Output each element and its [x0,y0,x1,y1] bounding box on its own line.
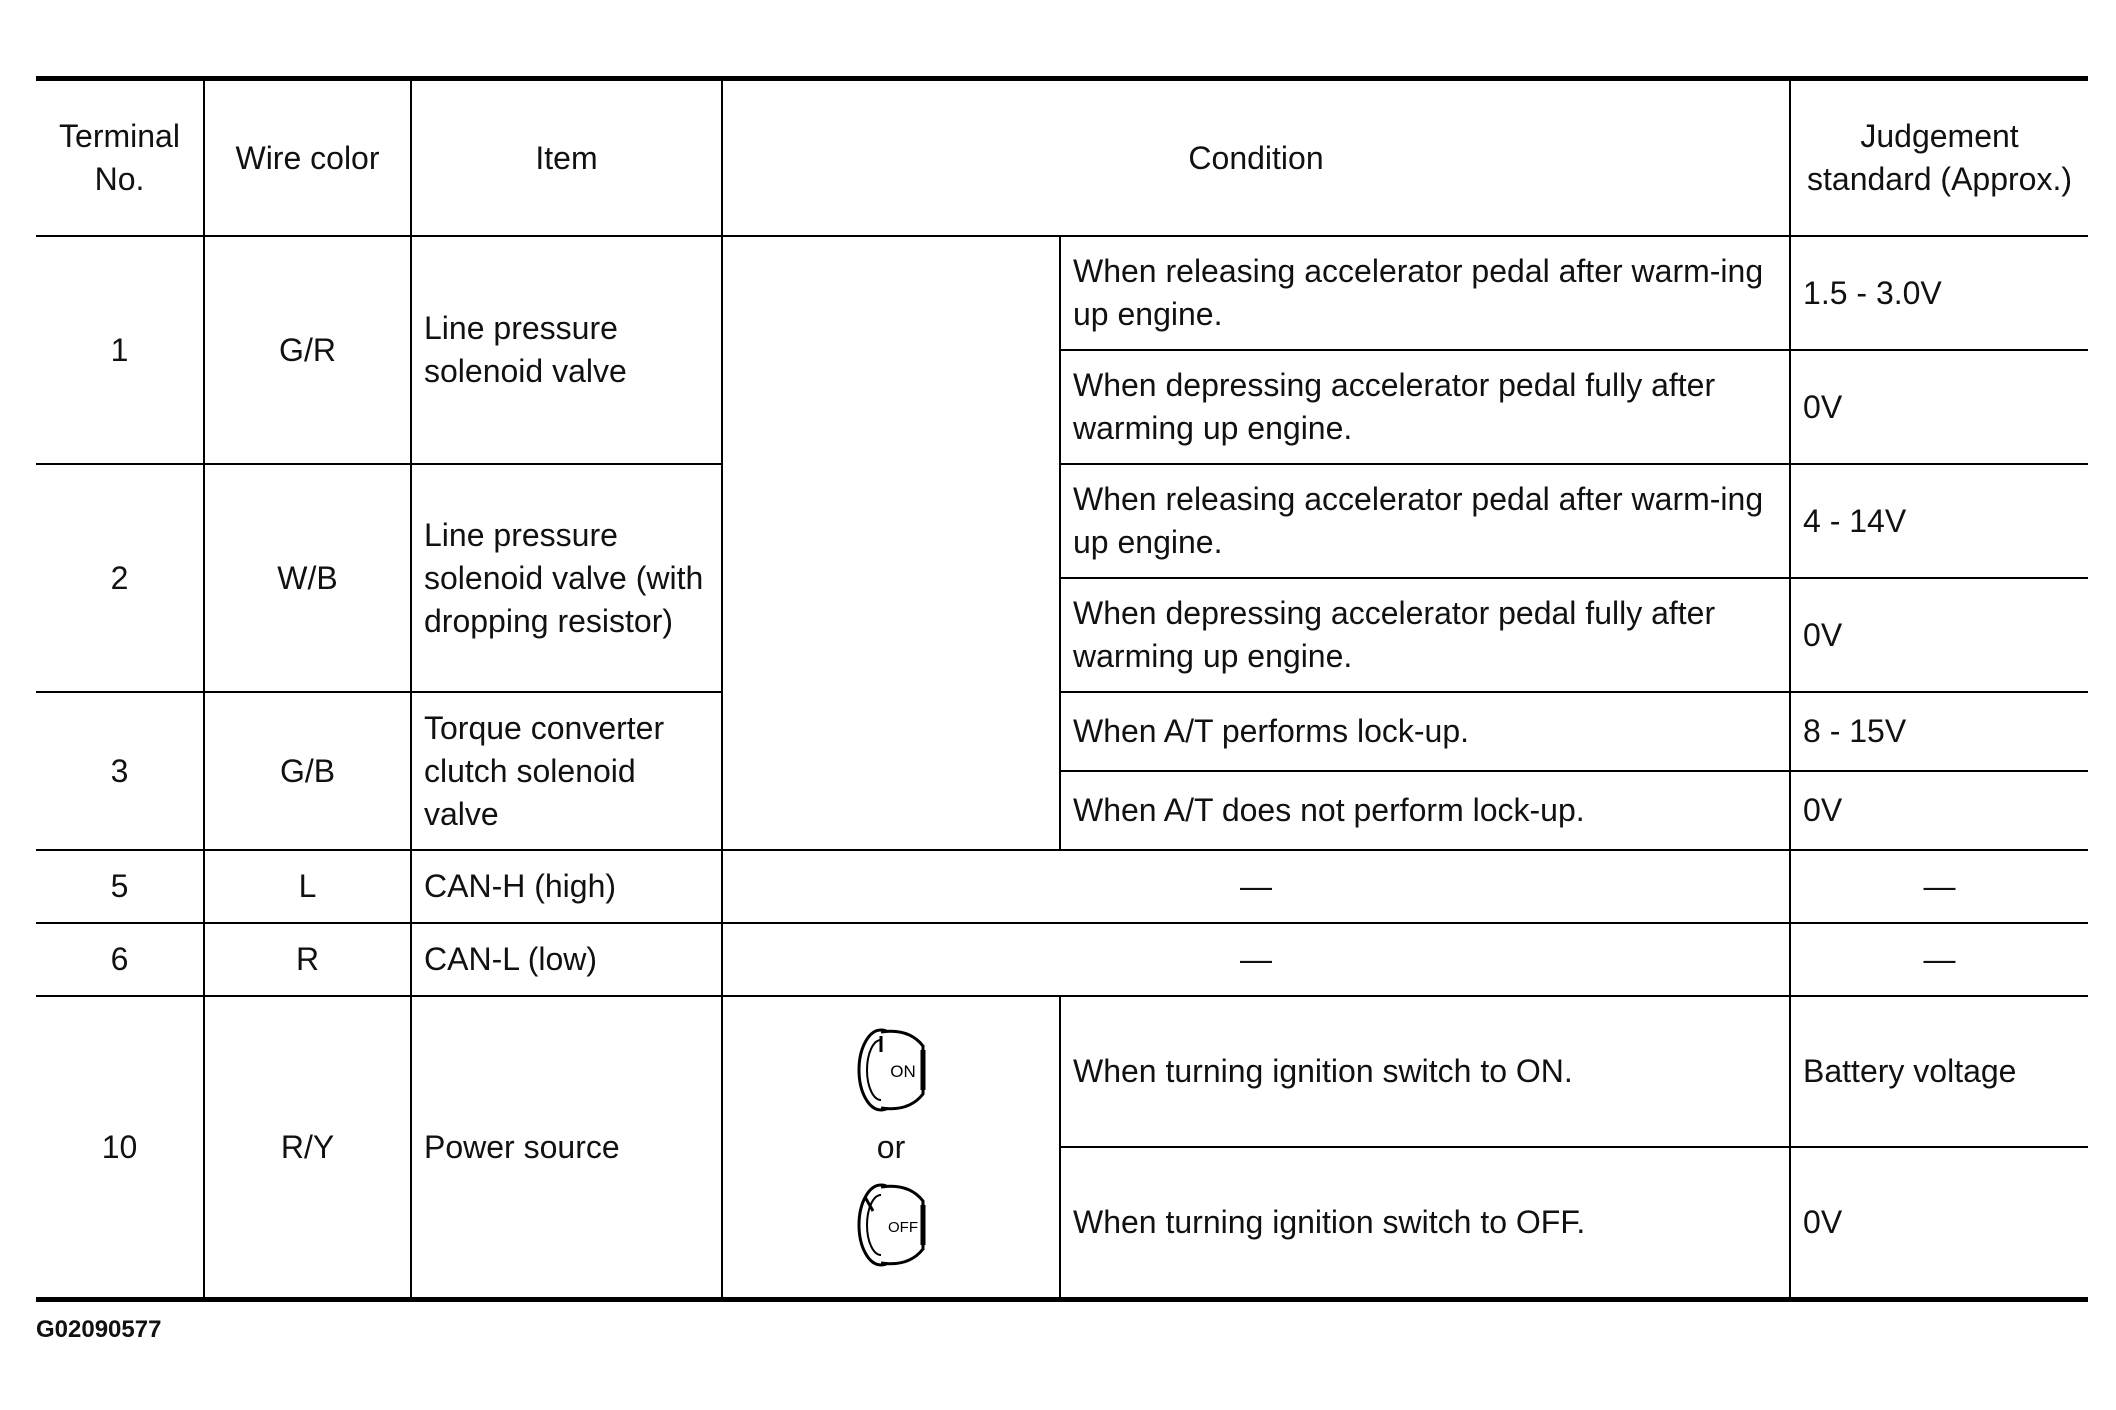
table-row [36,692,2088,771]
condition-cell: When releasing accelerator pedal after warm-ing up engine. [1060,464,1790,578]
judgement-cell: 0V [1790,771,2088,850]
item-cell: CAN-H (high) [411,850,722,923]
header-judgement: Judgement standard (Approx.) [1790,79,2088,237]
ignition-key-on-icon [851,1020,931,1120]
wire-color-cell: R/Y [204,996,411,1300]
condition-cell: When turning ignition switch to OFF. [1060,1147,1790,1300]
judgement-cell: 1.5 - 3.0V [1790,236,2088,350]
table-row [36,996,2088,1147]
wire-color-cell: G/R [204,236,411,464]
judgement-cell: — [1790,850,2088,923]
judgement-cell: 4 - 14V [1790,464,2088,578]
terminal-cell: 10 [36,996,204,1300]
condition-cell: When A/T performs lock-up. [1060,692,1790,771]
wire-color-cell: W/B [204,464,411,692]
ignition-key-off-icon [851,1175,931,1275]
terminal-cell: 6 [36,923,204,996]
condition-cell: — [722,923,1790,996]
header-item: Item [411,79,722,237]
item-cell: Torque converter clutch solenoid valve [411,692,722,850]
header-condition: Condition [722,79,1790,237]
condition-cell: When A/T does not perform lock-up. [1060,771,1790,850]
figure-code: G02090577 [36,1316,162,1343]
judgement-cell: 0V [1790,350,2088,464]
header-wire-color: Wire color [204,79,411,237]
judgement-cell: 0V [1790,578,2088,692]
judgement-cell: 8 - 15V [1790,692,2088,771]
condition-cell: When depressing accelerator pedal fully after warming up engine. [1060,578,1790,692]
condition-cell: When releasing accelerator pedal after warm-ing up engine. [1060,236,1790,350]
item-cell: Line pressure solenoid valve [411,236,722,464]
table-row [36,464,2088,578]
item-cell: Line pressure solenoid valve (with dropping resistor) [411,464,722,692]
judgement-cell: 0V [1790,1147,2088,1300]
condition-cell: — [722,850,1790,923]
terminal-cell: 2 [36,464,204,692]
terminal-reference-table [36,76,2088,1302]
judgement-cell: — [1790,923,2088,996]
wire-color-cell: G/B [204,692,411,850]
key-on-label: ON [890,1061,916,1081]
wire-color-cell: R [204,923,411,996]
terminal-cell: 3 [36,692,204,850]
key-off-label: OFF [888,1218,918,1236]
or-text: or [876,1128,906,1165]
condition-symbol-blank [722,236,1060,850]
header-terminal: Terminal No. [36,79,204,237]
terminal-cell: 5 [36,850,204,923]
judgement-cell: Battery voltage [1790,996,2088,1147]
wire-color-cell: L [204,850,411,923]
item-cell: Power source [411,996,722,1300]
item-cell: CAN-L (low) [411,923,722,996]
table-row [36,236,2088,350]
table-row [36,923,2088,996]
condition-cell: When turning ignition switch to ON. [1060,996,1790,1147]
ignition-key-symbols [722,996,1060,1300]
header-row [36,79,2088,237]
terminal-cell: 1 [36,236,204,464]
table-row [36,850,2088,923]
condition-cell: When depressing accelerator pedal fully after warming up engine. [1060,350,1790,464]
